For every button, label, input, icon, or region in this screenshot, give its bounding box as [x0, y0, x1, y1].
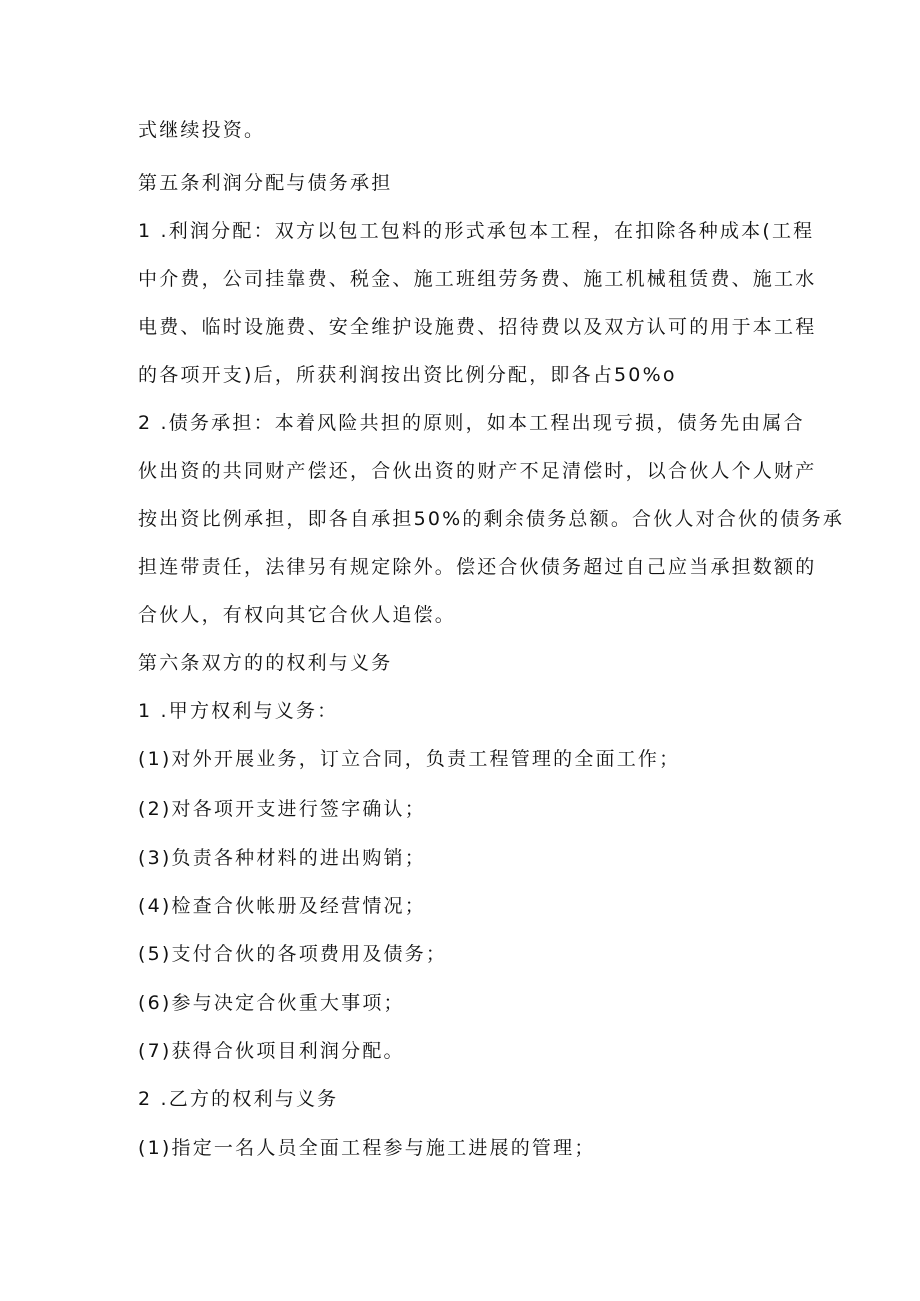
party-a-item: (3)负责各种材料的进出购销；	[138, 847, 426, 869]
party-a-heading: 1 .甲方权利与义务：	[138, 700, 339, 722]
debt-bearing-text: 2 .债务承担：本着风险共担的原则，如本工程出现亏损，债务先由属合	[138, 412, 805, 434]
profit-distribution-text: 中介费，公司挂靠费、税金、施工班组劳务费、施工机械租赁费、施工水	[138, 268, 817, 290]
article-5-heading: 第五条利润分配与债务承担	[138, 172, 393, 194]
debt-bearing-text: 合伙人，有权向其它合伙人追偿。	[138, 604, 457, 626]
debt-bearing-text: 按出资比例承担，即各自承担50%的剩余债务总额。合伙人对合伙的债务承	[138, 508, 845, 530]
profit-distribution-text: 电费、临时设施费、安全维护设施费、招待费以及双方认可的用于本工程	[138, 316, 817, 338]
party-a-item: (7)获得合伙项目利润分配。	[138, 1040, 405, 1062]
party-a-item: (6)参与决定合伙重大事项；	[138, 992, 405, 1014]
profit-distribution-text: 1 .利润分配：双方以包工包料的形式承包本工程，在扣除各种成本(工程	[138, 220, 815, 242]
party-b-item: (1)指定一名人员全面工程参与施工进展的管理；	[138, 1137, 596, 1159]
party-b-heading: 2 .乙方的权利与义务	[138, 1088, 339, 1110]
article-6-heading: 第六条双方的的权利与义务	[138, 652, 393, 674]
party-a-item: (5)支付合伙的各项费用及债务；	[138, 943, 448, 965]
debt-bearing-text: 伙出资的共同财产偿还，合伙出资的财产不足清偿时，以合伙人个人财产	[138, 460, 817, 482]
profit-distribution-text: 的各项开支)后，所获利润按出资比例分配，即各占50%o	[138, 364, 677, 386]
debt-bearing-text: 担连带责任，法律另有规定除外。偿还合伙债务超过自己应当承担数额的	[138, 556, 817, 578]
paragraph-continuation: 式继续投资。	[138, 119, 266, 141]
party-a-item: (1)对外开展业务，订立合同，负责工程管理的全面工作；	[138, 748, 681, 770]
party-a-item: (4)检查合伙帐册及经营情况；	[138, 895, 426, 917]
party-a-item: (2)对各项开支进行签字确认；	[138, 798, 426, 820]
